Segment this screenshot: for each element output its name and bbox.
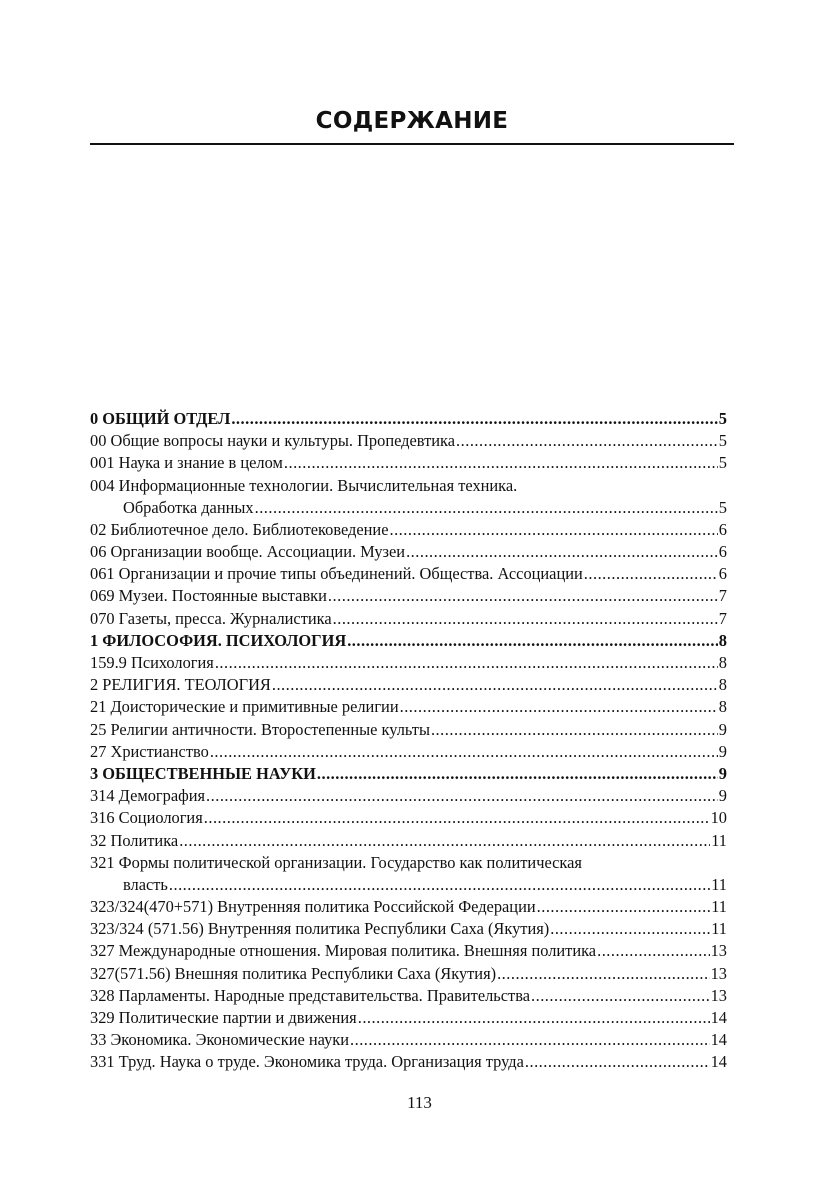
toc-entry	[90, 408, 727, 430]
toc-entry-line	[90, 652, 727, 674]
toc-entry	[90, 452, 727, 474]
toc-entry-title: 02 Библиотечное дело. Библиотековедение	[90, 519, 389, 539]
toc-entry-title: 069 Музеи. Постоянные выставки	[90, 586, 327, 606]
toc-entry-page: 9	[718, 763, 727, 783]
toc-entry-page: 14	[710, 1030, 727, 1050]
title-underline	[90, 143, 734, 145]
dot-leader	[531, 985, 710, 1007]
toc-entry-title: 327(571.56) Внешняя политика Республики Саха (Якутия)	[90, 963, 497, 983]
dot-leader	[179, 830, 710, 852]
toc-entry	[90, 430, 727, 452]
toc-entry	[90, 852, 727, 896]
toc-entry	[90, 1007, 727, 1029]
toc-entry-line	[90, 430, 727, 452]
toc-entry-title: 331 Труд. Наука о труде. Экономика труда. Организация труда	[90, 1052, 524, 1072]
dot-leader	[537, 896, 711, 918]
toc-entry-title: 25 Религии античности. Второстепенные культы	[90, 719, 430, 739]
toc-entry-line	[90, 608, 727, 630]
dot-leader	[317, 763, 718, 785]
toc-entry-line	[90, 630, 727, 652]
dot-leader	[255, 497, 718, 519]
toc-entry-title: 00 Общие вопросы науки и культуры. Пропедевтика	[90, 431, 456, 451]
toc-entry-page: 8	[718, 697, 727, 717]
toc-entry-title: 327 Международные отношения. Мировая политика. Внешняя политика	[90, 941, 597, 961]
toc-entry-page: 8	[718, 653, 727, 673]
toc-entry-page: 5	[718, 453, 727, 473]
toc-entry-title: 0 ОБЩИЙ ОТДЕЛ	[90, 408, 231, 428]
toc-entry-line	[90, 807, 727, 829]
toc-entry-page: 7	[718, 586, 727, 606]
dot-leader	[272, 674, 718, 696]
toc-entry-page: 10	[710, 808, 727, 828]
toc-entry-title: 06 Организации вообще. Ассоциации. Музеи	[90, 542, 406, 562]
toc-entry	[90, 608, 727, 630]
toc-entry	[90, 985, 727, 1007]
toc-entry-title: 21 Доисторические и примитивные религии	[90, 697, 399, 717]
dot-leader	[431, 719, 718, 741]
toc-entry-page: 13	[710, 941, 727, 961]
toc-entry-line	[90, 741, 727, 763]
toc-entry-title: 070 Газеты, пресса. Журналистика	[90, 608, 332, 628]
dot-leader	[204, 807, 710, 829]
toc-entry-line	[90, 674, 727, 696]
toc-entry-line	[90, 408, 727, 430]
toc-entry-page: 11	[711, 874, 727, 894]
dot-leader	[328, 585, 718, 607]
toc-entry-title: 329 Политические партии и движения	[90, 1008, 357, 1028]
toc-entry	[90, 1029, 727, 1051]
toc-entry	[90, 741, 727, 763]
dot-leader	[358, 1007, 710, 1029]
toc-entry-line	[90, 785, 727, 807]
toc-entry	[90, 807, 727, 829]
toc-entry-page: 13	[710, 985, 727, 1005]
toc-entry-line	[90, 519, 727, 541]
toc-entry-line	[90, 1029, 727, 1051]
toc-entry-line	[90, 985, 727, 1007]
toc-entry-line	[90, 830, 727, 852]
toc-entry	[90, 830, 727, 852]
toc-entry	[90, 941, 727, 963]
toc-entry-line	[90, 719, 727, 741]
dot-leader	[389, 519, 717, 541]
toc-entry-line	[90, 763, 727, 785]
dot-leader	[215, 652, 718, 674]
dot-leader	[550, 918, 710, 940]
toc-entry-title: 314 Демография	[90, 786, 206, 806]
toc-entry-page: 8	[718, 675, 727, 695]
toc-entry	[90, 652, 727, 674]
toc-entry	[90, 785, 727, 807]
toc-entry-title: 159.9 Психология	[90, 653, 214, 673]
toc-entry	[90, 541, 727, 563]
dot-leader	[169, 874, 710, 896]
toc-entry-line	[90, 696, 727, 718]
toc-entry-line	[90, 896, 727, 918]
toc-entry-line	[90, 1007, 727, 1029]
toc-entry-line	[90, 541, 727, 563]
dot-leader	[406, 541, 718, 563]
toc-entry-title: 27 Христианство	[90, 741, 209, 761]
dot-leader	[347, 630, 718, 652]
toc-entry-page: 14	[710, 1008, 727, 1028]
toc-entry	[90, 519, 727, 541]
toc-entry	[90, 896, 727, 918]
toc-entry-title: Обработка данных	[123, 497, 254, 517]
toc-entry-title: 32 Политика	[90, 830, 179, 850]
dot-leader	[497, 963, 710, 985]
dot-leader	[231, 408, 717, 430]
toc-entry-page: 6	[718, 564, 727, 584]
dot-leader	[350, 1029, 710, 1051]
toc-entry-title: 323/324(470+571) Внутренняя политика Российской Федерации	[90, 897, 536, 917]
toc-entry-line	[90, 963, 727, 985]
toc-entry-page: 11	[711, 897, 727, 917]
toc-entry-page: 8	[718, 630, 727, 650]
toc-entry-title-line: 321 Формы политической организации. Государство как политическая	[90, 852, 582, 872]
dot-leader	[584, 563, 718, 585]
toc-entry	[90, 586, 727, 608]
toc-entry-page: 7	[718, 608, 727, 628]
toc-entry	[90, 696, 727, 718]
toc-entry-line	[90, 452, 727, 474]
toc-entry	[90, 674, 727, 696]
toc-entry-title: 2 РЕЛИГИЯ. ТЕОЛОГИЯ	[90, 675, 271, 695]
toc-entry-line	[90, 874, 727, 896]
page-title: СОДЕРЖАНИЕ	[315, 108, 509, 134]
toc-entry-page: 9	[718, 786, 727, 806]
toc-entry	[90, 763, 727, 785]
toc-entry-page: 9	[718, 719, 727, 739]
toc-entry-page: 11	[711, 830, 727, 850]
toc-entry	[90, 563, 727, 585]
toc-entry	[90, 719, 727, 741]
toc-entry-title: власть	[123, 874, 168, 894]
page-number: 113	[407, 1093, 432, 1112]
toc-entry-line	[90, 1051, 727, 1073]
toc-entry-line	[90, 497, 727, 519]
table-of-contents	[90, 408, 727, 1074]
toc-entry-line	[90, 941, 727, 963]
dot-leader	[333, 608, 718, 630]
toc-entry	[90, 918, 727, 940]
toc-entry-page: 6	[718, 519, 727, 539]
toc-entry-page: 5	[718, 408, 727, 428]
toc-entry-title: 328 Парламенты. Народные представительства. Правительства	[90, 985, 531, 1005]
toc-entry-page: 11	[711, 919, 727, 939]
dot-leader	[206, 785, 718, 807]
toc-entry-page: 5	[718, 497, 727, 517]
toc-entry-page: 14	[710, 1052, 727, 1072]
toc-entry-page: 9	[718, 741, 727, 761]
toc-entry	[90, 475, 727, 519]
dot-leader	[210, 741, 718, 763]
dot-leader	[597, 940, 710, 962]
dot-leader	[284, 452, 718, 474]
toc-entry-page: 5	[718, 431, 727, 451]
dot-leader	[525, 1051, 710, 1073]
toc-entry-title: 316 Социология	[90, 808, 203, 828]
toc-entry	[90, 1051, 727, 1073]
toc-entry-line	[90, 563, 727, 585]
toc-entry-page: 6	[718, 542, 727, 562]
toc-entry	[90, 630, 727, 652]
toc-entry-title: 323/324 (571.56) Внутренняя политика Республики Саха (Якутия)	[90, 919, 550, 939]
toc-entry-page: 13	[710, 963, 727, 983]
toc-entry-title: 3 ОБЩЕСТВЕННЫЕ НАУКИ	[90, 763, 316, 783]
toc-entry-title: 001 Наука и знание в целом	[90, 453, 283, 473]
toc-entry-title: 1 ФИЛОСОФИЯ. ПСИХОЛОГИЯ	[90, 630, 347, 650]
toc-entry-line	[90, 586, 727, 608]
dot-leader	[456, 430, 718, 452]
toc-entry-title-line: 004 Информационные технологии. Вычислительная техника.	[90, 475, 518, 495]
toc-entry	[90, 963, 727, 985]
dot-leader	[400, 696, 718, 718]
toc-entry-line	[90, 918, 727, 940]
toc-entry-title: 061 Организации и прочие типы объединений. Общества. Ассоциации	[90, 564, 583, 584]
toc-entry-title: 33 Экономика. Экономические науки	[90, 1030, 350, 1050]
